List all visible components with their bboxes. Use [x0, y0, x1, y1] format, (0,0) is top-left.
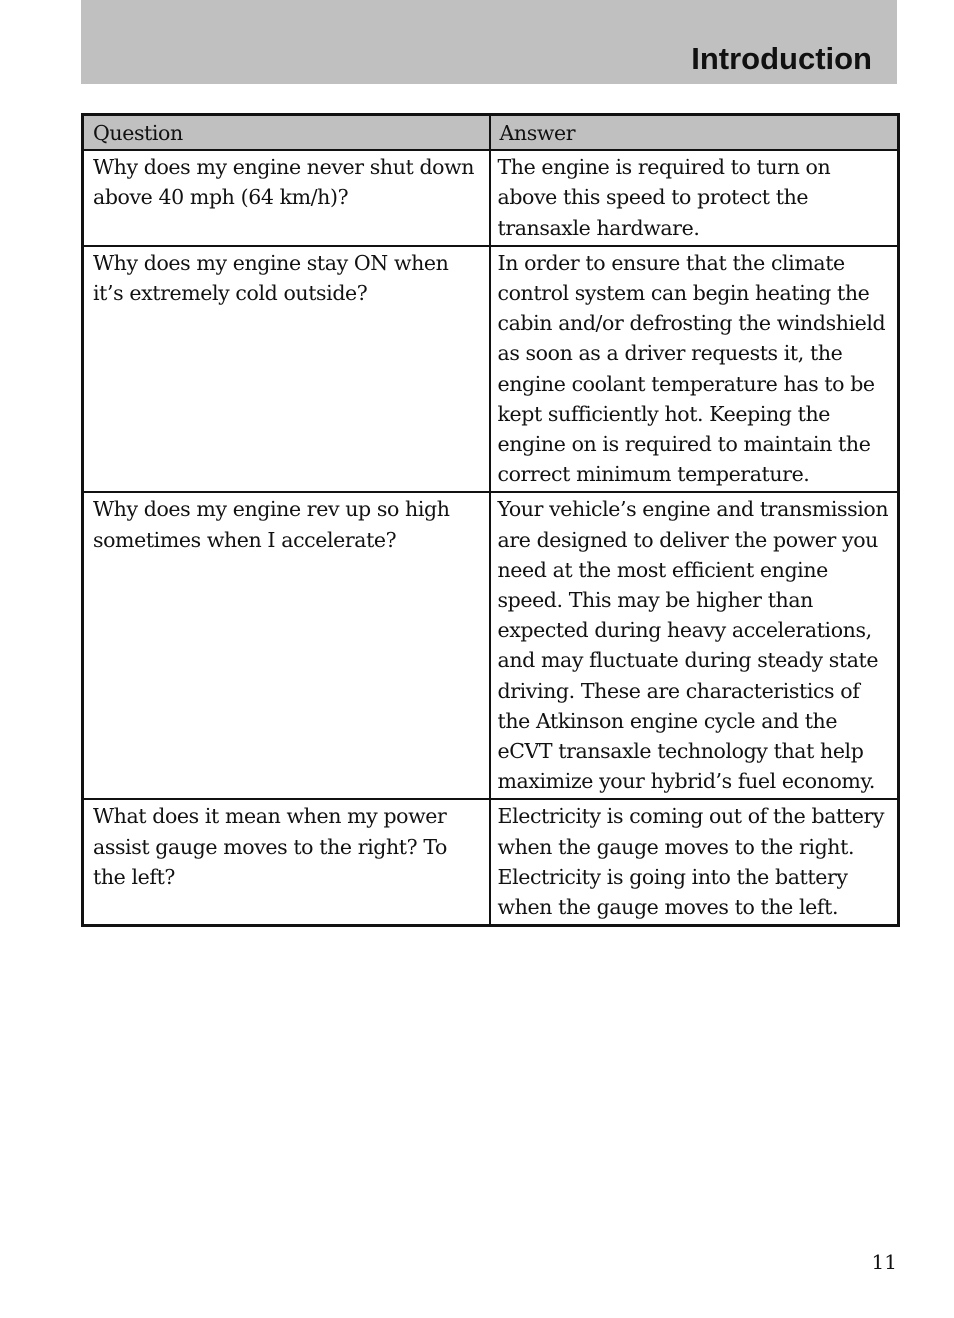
question-cell: Why does my engine rev up so high sometimes when I accelerate? [83, 492, 490, 799]
table-row [83, 799, 899, 925]
qa-table [81, 113, 900, 927]
table-row [83, 492, 899, 799]
answer-cell: The engine is required to turn on above this speed to protect the transaxle hardware. [490, 150, 899, 246]
table-row [83, 150, 899, 246]
answer-cell: Your vehicle’s engine and transmission are designed to deliver the power you need at the most efficient engine speed. This may be higher than expected during heavy accelerations, and may fluctuate during steady state driving. These are characteristics of the Atkinson engine cycle and the eCVT transaxle technology that help maximize your hybrid’s fuel economy. [490, 492, 899, 799]
question-cell: Why does my engine stay ON when it’s extremely cold outside? [83, 246, 490, 493]
answer-cell: Electricity is coming out of the battery when the gauge moves to the right. Electricity is going into the battery when the gauge moves to the left. [490, 799, 899, 925]
question-cell: Why does my engine never shut down above 40 mph (64 km/h)? [83, 150, 490, 246]
page-number: 11 [871, 1250, 897, 1274]
table-header-row [83, 115, 899, 151]
answer-cell: In order to ensure that the climate control system can begin heating the cabin and/or defrosting the windshield as soon as a driver requests it, the engine coolant temperature has to be kept sufficiently hot. Keeping the engine on is required to maintain the correct minimum temperature. [490, 246, 899, 493]
header-band [81, 0, 897, 84]
column-header-question: Question [83, 115, 490, 151]
section-title: Introduction [691, 41, 872, 76]
column-header-answer: Answer [490, 115, 899, 151]
table-row [83, 246, 899, 493]
question-cell: What does it mean when my power assist gauge moves to the right? To the left? [83, 799, 490, 925]
